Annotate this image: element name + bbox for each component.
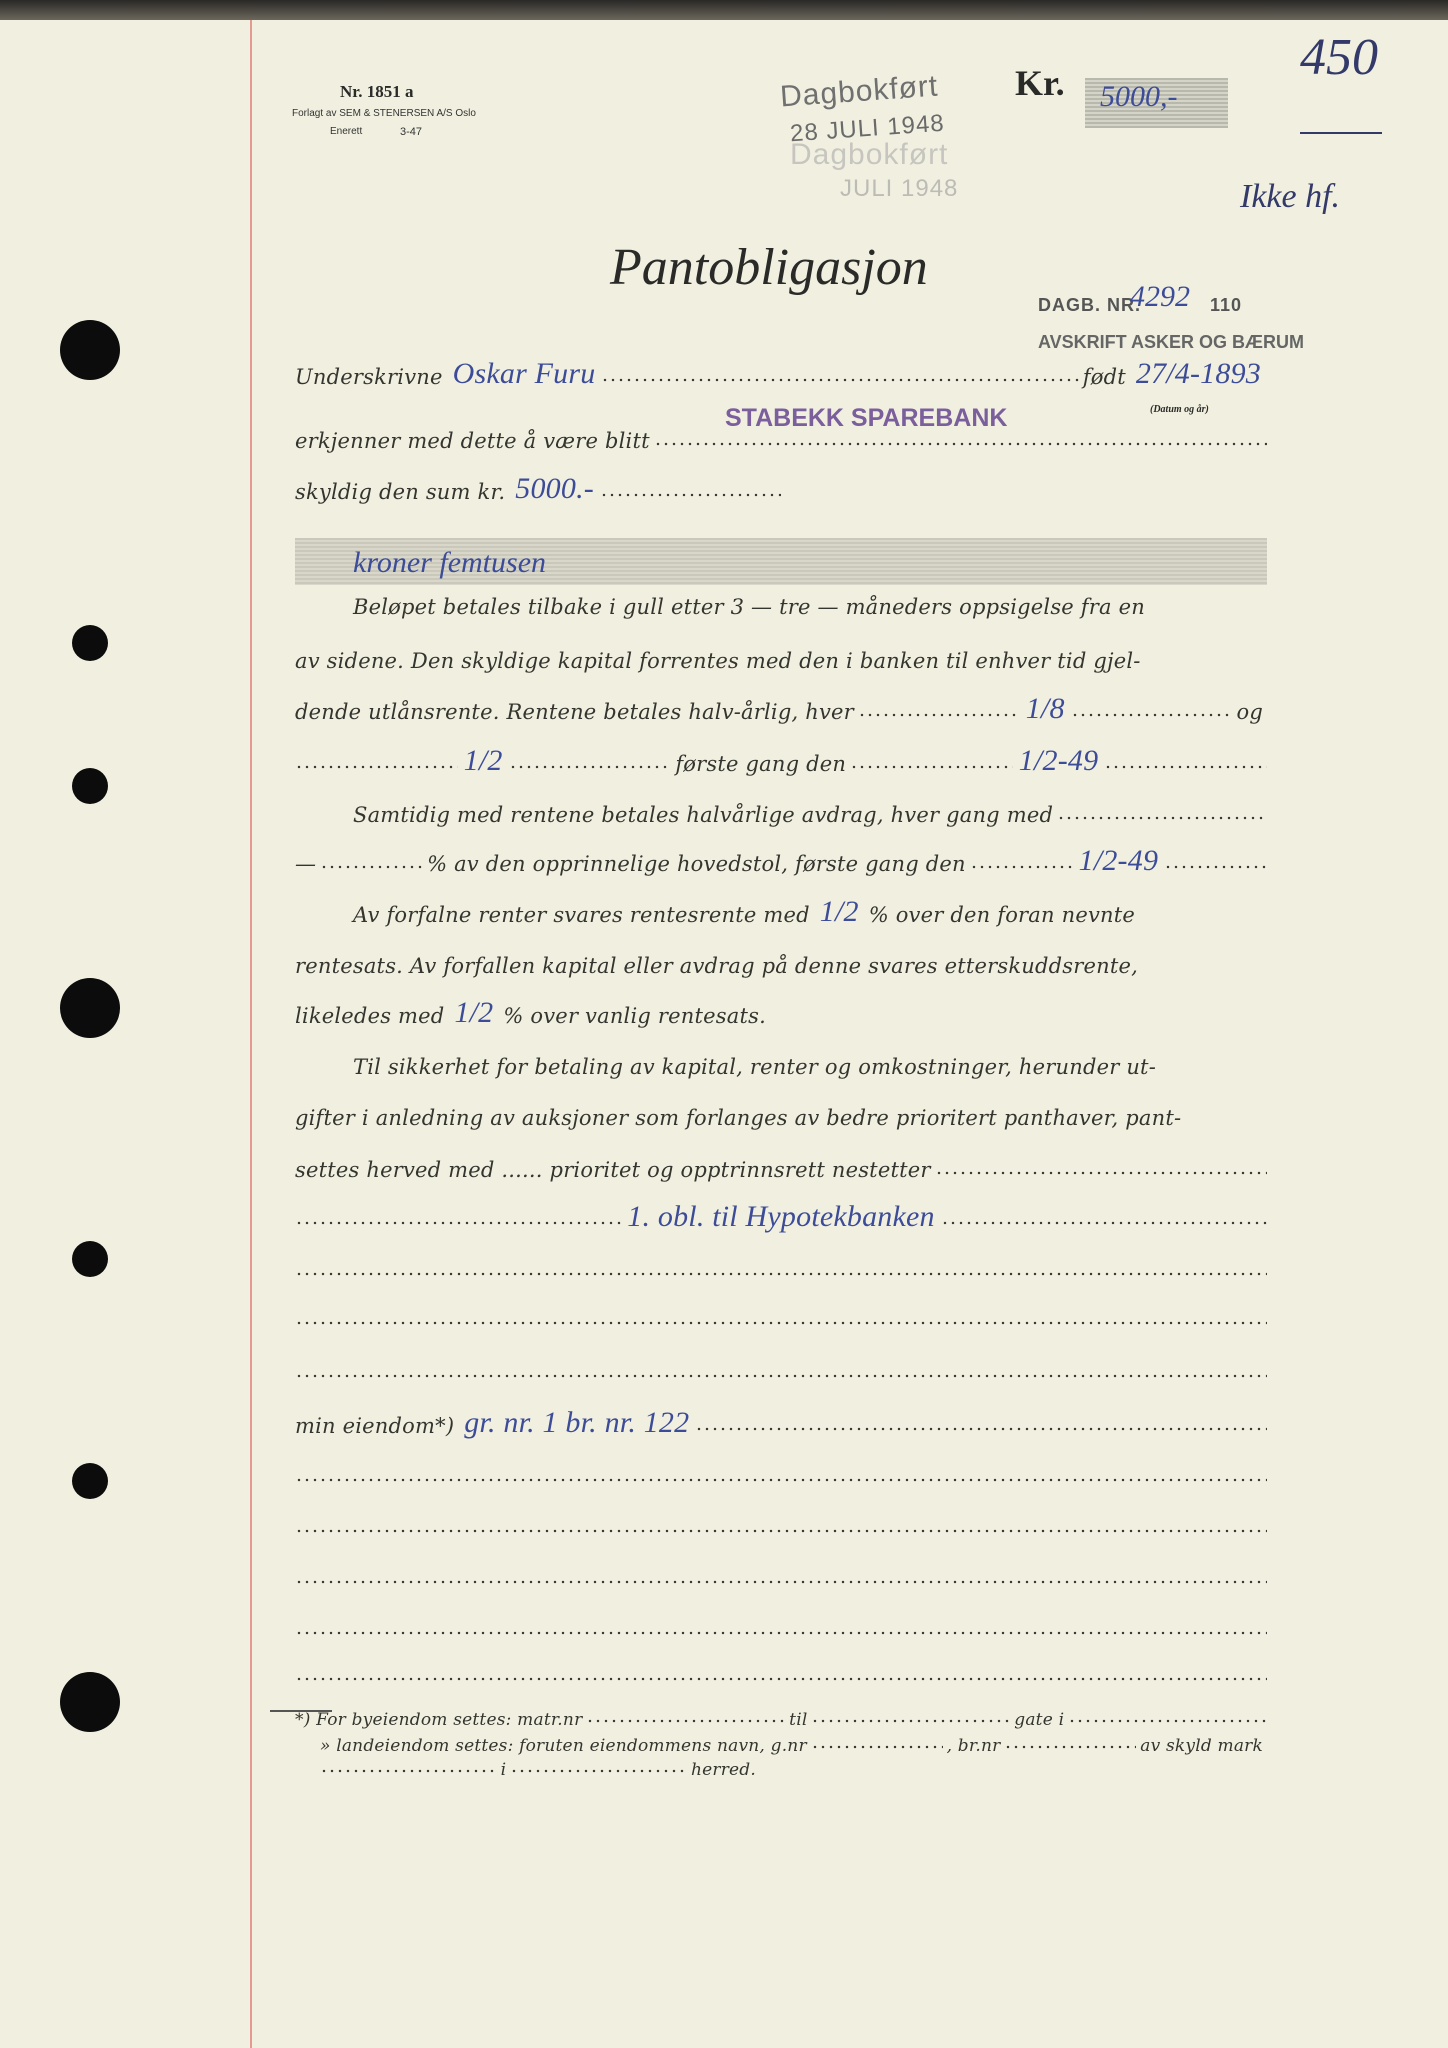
handwritten-entry: gr. nr. 1 br. nr. 122 — [464, 1406, 690, 1439]
form-line — [295, 1198, 1267, 1232]
edition: 3-47 — [400, 126, 423, 138]
form-line — [295, 470, 781, 504]
form-line — [295, 690, 1267, 724]
hand-note: Ikke hf. — [1240, 178, 1341, 215]
dotted-leader — [1004, 1744, 1136, 1750]
punch-hole-icon — [60, 320, 120, 380]
printed-text: % over vanlig rentesats. — [503, 1004, 766, 1028]
dotted-leader — [600, 492, 781, 498]
dotted-leader — [320, 864, 423, 870]
printed-text: rentesats. Av forfallen kapital eller avdrag på denne svares etterskuddsrente, — [295, 954, 1138, 978]
printed-text: i — [500, 1760, 507, 1780]
dotted-leader — [695, 1426, 1267, 1432]
dotted-leader — [935, 1170, 1267, 1176]
form-line — [295, 1298, 1267, 1332]
handwritten-entry: 1/8 — [1025, 692, 1065, 725]
page-number: 450 — [1300, 29, 1378, 86]
punch-hole-icon — [60, 1672, 120, 1732]
form-line — [353, 893, 1267, 927]
copyright: Enerett — [330, 126, 363, 137]
form-line — [353, 1045, 1267, 1079]
dotted-leader — [1071, 712, 1233, 718]
printed-text: min eiendom*) — [295, 1414, 455, 1438]
form-line — [295, 1404, 1267, 1438]
dagb-label: DAGB. NR. — [1038, 295, 1141, 315]
dotted-leader — [601, 377, 1078, 383]
dotted-leader — [295, 1373, 1267, 1379]
printed-text: *) For byeiendom settes: matr.nr — [295, 1710, 583, 1730]
printed-text: Av forfalne renter svares rentesrente med — [353, 903, 810, 927]
printed-text: herred. — [690, 1760, 756, 1780]
form-line — [353, 793, 1267, 827]
printed-text: født — [1082, 365, 1126, 389]
form-line — [295, 1096, 1267, 1130]
handwritten-entry: 1/2 — [454, 996, 494, 1029]
handwritten-entry: 1/2-49 — [1018, 744, 1099, 777]
creditor-stamp: STABEKK SPAREBANK — [725, 404, 1008, 432]
form-line — [295, 742, 1267, 776]
margin-line — [250, 20, 252, 2048]
printed-text: % over den foran nevnte — [868, 903, 1136, 927]
dotted-leader — [295, 1579, 1267, 1585]
printed-text: Beløpet betales tilbake i gull etter 3 — tre — måneders oppsigelse fra en — [353, 595, 1145, 619]
printed-text: og — [1236, 700, 1263, 724]
printed-text: første gang den — [675, 752, 847, 776]
printed-text: — — [295, 852, 317, 876]
dotted-leader — [320, 1768, 497, 1774]
handwritten-entry: 1/2-49 — [1078, 844, 1159, 877]
punch-hole-icon — [72, 768, 108, 804]
dotted-leader — [295, 1320, 1267, 1326]
dotted-leader — [654, 441, 1267, 447]
printed-text: Samtidig med rentene betales halvårlige avdrag, hver gang med — [353, 803, 1054, 827]
dotted-leader — [295, 1676, 1267, 1682]
dotted-leader — [510, 1768, 687, 1774]
publisher: Forlagt av SEM & STENERSEN A/S Oslo — [292, 108, 476, 119]
stamp-dagbokfort-ghost: Dagbokført — [790, 138, 949, 171]
dotted-leader — [850, 764, 1013, 770]
dotted-leader — [941, 1220, 1267, 1226]
printed-text: dende utlånsrente. Rentene betales halv-årlig, hver — [295, 700, 854, 724]
dotted-leader — [1104, 764, 1267, 770]
printed-text: skyldig den sum kr. — [295, 480, 506, 504]
form-line — [295, 1148, 1267, 1182]
dotted-leader — [295, 764, 458, 770]
form-line — [295, 944, 1267, 978]
printed-text: av skyld mark — [1140, 1736, 1264, 1756]
form-number: Nr. 1851 a — [340, 82, 414, 101]
printed-text: likeledes med — [295, 1004, 445, 1028]
dagb-suffix: 110 — [1210, 295, 1243, 315]
handwritten-entry: 5000.- — [515, 472, 594, 505]
form-line — [295, 1557, 1267, 1591]
kr-amount: 5000,- — [1100, 80, 1178, 113]
printed-text: % av den opprinnelige hovedstol, første gang den — [427, 852, 966, 876]
form-line — [295, 639, 1267, 673]
printed-text: » landeiendom settes: foruten eiendommens navn, g.nr — [320, 1736, 807, 1756]
page-title: Pantobligasjon — [610, 239, 928, 296]
dotted-leader — [295, 1528, 1267, 1534]
printed-text: gifter i anledning av auksjoner som forlanges av bedre prioritert panthaver, pant- — [295, 1106, 1182, 1130]
form-line — [295, 994, 855, 1028]
dotted-leader — [509, 764, 672, 770]
dagbokfort-stamp: Dagbokført — [779, 69, 940, 114]
dotted-leader — [295, 1220, 621, 1226]
page-number-underline — [1300, 132, 1382, 134]
dotted-leader — [970, 864, 1073, 870]
scan-top-edge — [0, 0, 1448, 20]
dotted-leader — [858, 712, 1020, 718]
stamp-date-ghost: JULI 1948 — [840, 175, 959, 202]
handwritten-entry: Oskar Furu — [452, 357, 596, 390]
punch-hole-icon — [72, 1463, 108, 1499]
kr-label: Kr. — [1015, 63, 1065, 103]
punch-hole-icon — [72, 625, 108, 661]
amount-words: kroner femtusen — [353, 546, 547, 579]
form-line — [295, 355, 1267, 389]
printed-text: av sidene. Den skyldige kapital forrentes med den i banken til enhver tid gjel- — [295, 649, 1141, 673]
dotted-leader — [1057, 815, 1267, 821]
avskrift-stamp: AVSKRIFT ASKER OG BÆRUM — [1038, 332, 1305, 352]
dotted-leader — [295, 1271, 1267, 1277]
form-line — [295, 1506, 1267, 1540]
printed-text: erkjenner med dette å være blitt — [295, 429, 650, 453]
punch-hole-icon — [60, 978, 120, 1038]
form-line — [295, 842, 1267, 876]
form-line — [295, 1654, 1267, 1688]
printed-text: , br.nr — [946, 1736, 1001, 1756]
punch-hole-icon — [72, 1241, 108, 1277]
printed-text: gate i — [1014, 1710, 1065, 1730]
stamp-date: 28 JULI 1948 — [789, 109, 946, 148]
form-line — [295, 1455, 1267, 1489]
dotted-leader — [811, 1744, 943, 1750]
form-line — [295, 1608, 1267, 1642]
printed-text: til — [789, 1710, 808, 1730]
date-hint: (Datum og år) — [1150, 404, 1209, 415]
form-line — [295, 1351, 1267, 1385]
handwritten-entry: 27/4-1893 — [1135, 357, 1261, 390]
dagb-number: 4292 — [1130, 280, 1190, 313]
form-line — [295, 1249, 1267, 1283]
form-line — [353, 585, 1267, 619]
dotted-leader — [1164, 864, 1267, 870]
handwritten-entry: 1. obl. til Hypotekbanken — [627, 1200, 935, 1233]
handwritten-entry: 1/2 — [463, 744, 503, 777]
printed-text: Til sikkerhet for betaling av kapital, renter og omkostninger, herunder ut- — [353, 1055, 1156, 1079]
footnote-line — [320, 1746, 760, 1780]
printed-text: settes herved med ...... prioritet og opptrinnsrett nestetter — [295, 1158, 931, 1182]
printed-text: Underskrivne — [295, 365, 443, 389]
form-line — [295, 419, 1267, 453]
dotted-leader — [295, 1630, 1267, 1636]
handwritten-entry: 1/2 — [819, 895, 859, 928]
dotted-leader — [295, 1477, 1267, 1483]
